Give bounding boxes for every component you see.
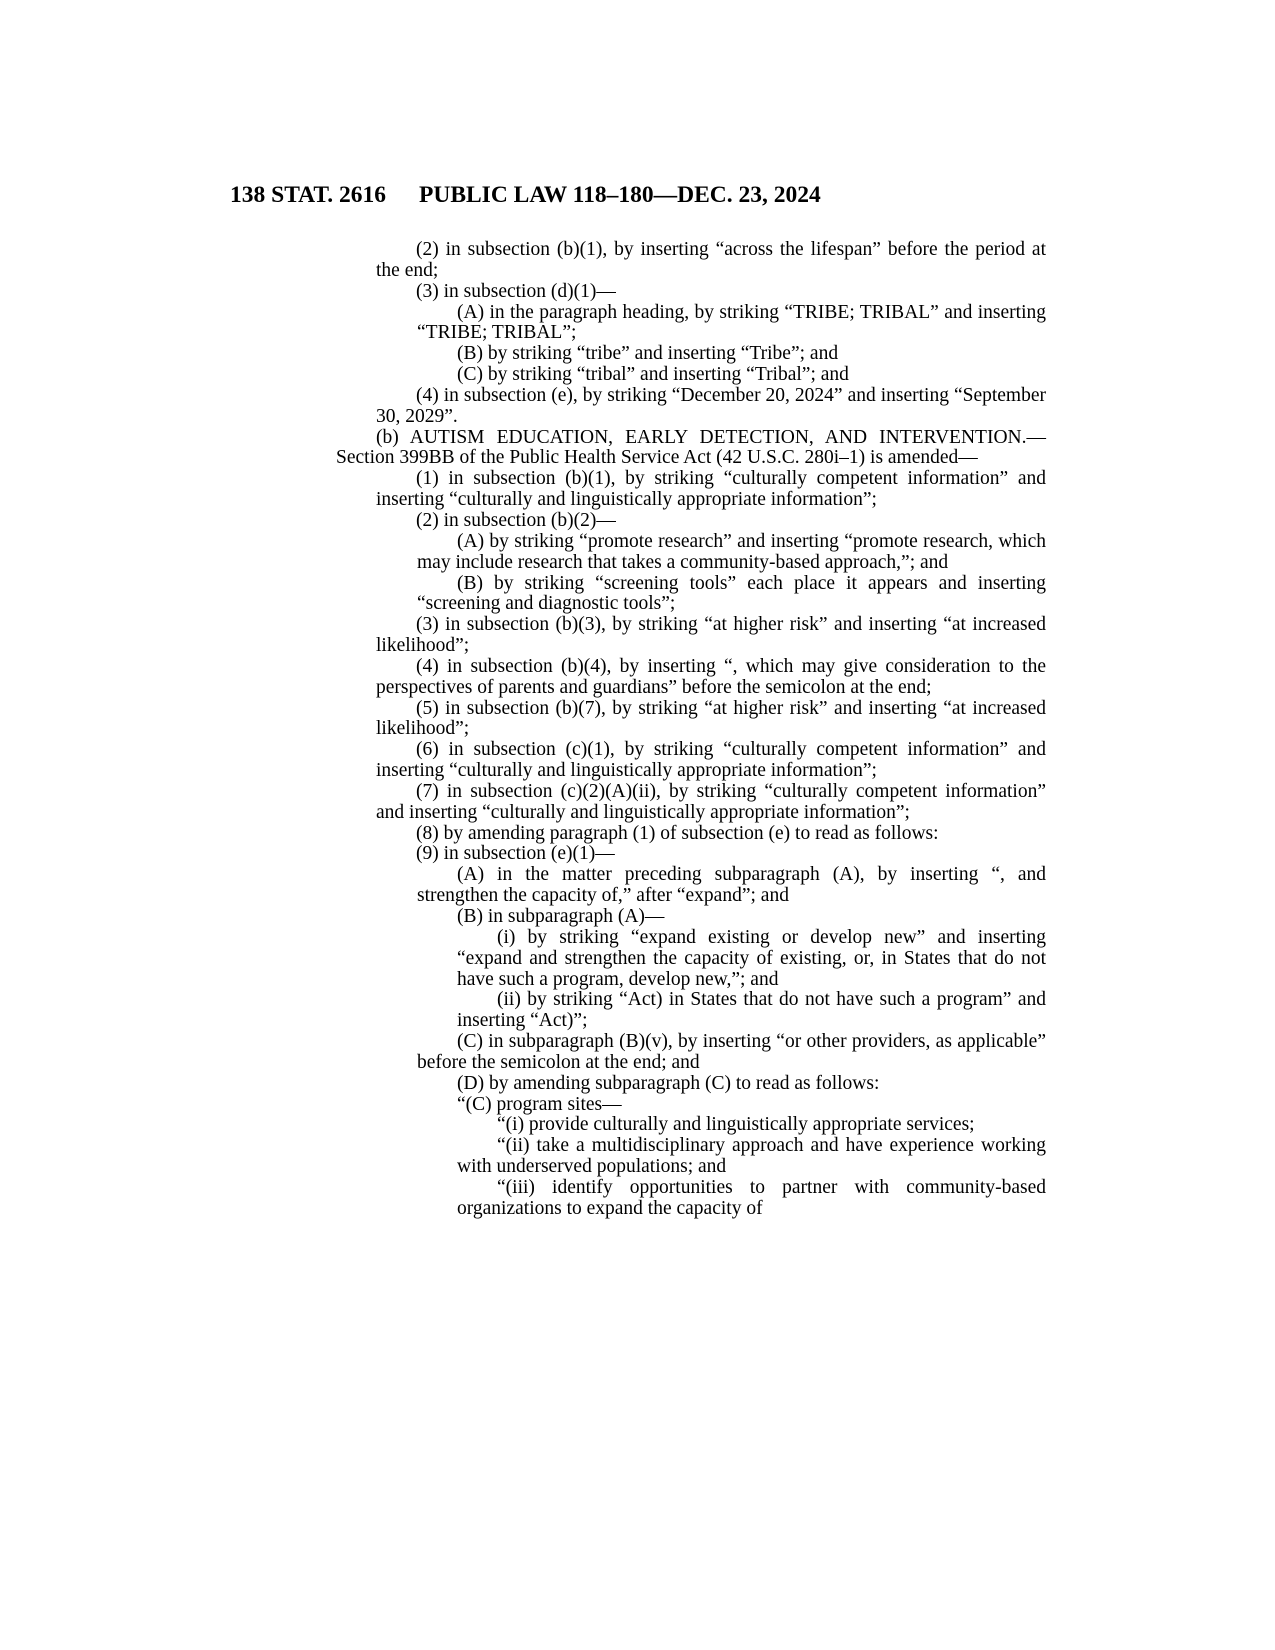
paragraph: (8) by amending paragraph (1) of subsection (e) to read as follows: — [416, 822, 939, 844]
paragraph: (A) by striking “promote research” and inserting “promote research, which may include research that takes a community-based approach,”; and — [417, 530, 1046, 573]
paragraph: (2) in subsection (b)(1), by inserting “across the lifespan” before the period at the end; — [376, 239, 1046, 281]
paragraph: (7) in subsection (c)(2)(A)(ii), by striking “culturally competent information” and inserting “culturally and linguistically appropriate information”; — [376, 780, 1046, 823]
stat-page-citation: 138 STAT. 2616 — [230, 182, 387, 208]
paragraph: (3) in subsection (b)(3), by striking “at higher risk” and inserting “at increased likelihood”; — [376, 614, 1046, 657]
paragraph: (3) in subsection (d)(1)— — [416, 280, 616, 302]
paragraph: “(i) provide culturally and linguistically appropriate services; — [497, 1114, 975, 1136]
paragraph: (2) in subsection (b)(2)— — [416, 509, 616, 531]
paragraph: “(C) program sites— — [457, 1093, 622, 1115]
paragraph: (A) in the paragraph heading, by striking “TRIBE; TRIBAL” and inserting “TRIBE; TRIBAL”; — [417, 301, 1046, 344]
paragraph: (B) in subparagraph (A)— — [457, 906, 665, 927]
paragraph: (B) by striking “screening tools” each place it appears and inserting “screening and diagnostic tools”; — [417, 572, 1046, 615]
paragraph: (9) in subsection (e)(1)— — [416, 843, 615, 865]
paragraph: (6) in subsection (c)(1), by striking “culturally competent information” and inserting “culturally and linguistically appropriate information”; — [376, 739, 1046, 782]
paragraph: (C) by striking “tribal” and inserting “Tribal”; and — [457, 364, 849, 386]
paragraph: (C) in subparagraph (B)(v), by inserting “or other providers, as applicable” before the semicolon at the end; and — [417, 1031, 1046, 1073]
paragraph: (5) in subsection (b)(7), by striking “at higher risk” and inserting “at increased likelihood”; — [376, 697, 1046, 740]
page-header — [230, 182, 926, 212]
paragraph: (D) by amending subparagraph (C) to read as follows: — [457, 1072, 880, 1094]
paragraph: (i) by striking “expand existing or develop new” and inserting “expand and strengthen the capacity of existing, or, in States that do not have such a program, develop new,”; and — [457, 926, 1046, 990]
paragraph: (1) in subsection (b)(1), by striking “culturally competent information” and inserting “culturally and linguistically appropriate information”; — [376, 468, 1046, 511]
public-law-title: PUBLIC LAW 118–180—DEC. 23, 2024 — [419, 182, 821, 208]
law-body-text — [336, 239, 1046, 1220]
paragraph: (ii) by striking “Act) in States that do not have such a program” and inserting “Act)”; — [457, 989, 1046, 1032]
paragraph: (A) in the matter preceding subparagraph (A), by inserting “, and strengthen the capacity of,” after “expand”; and — [417, 864, 1046, 907]
subsection-heading-paragraph: (b) AUTISM EDUCATION, EARLY DETECTION, AND INTERVENTION.—Section 399BB of the Public Health Service Act (42 U.S.C. 280i–1) is amended— — [336, 426, 1046, 469]
paragraph: “(ii) take a multidisciplinary approach and have experience working with underserved populations; and — [457, 1135, 1046, 1178]
paragraph: (4) in subsection (b)(4), by inserting “, which may give consideration to the perspectives of parents and guardians” before the semicolon at the end; — [376, 655, 1046, 698]
paragraph: “(iii) identify opportunities to partner with community-based organizations to expand the capacity of — [457, 1176, 1046, 1219]
paragraph: (B) by striking “tribe” and inserting “Tribe”; and — [457, 343, 839, 365]
paragraph: (4) in subsection (e), by striking “December 20, 2024” and inserting “September 30, 2029”. — [376, 384, 1046, 427]
